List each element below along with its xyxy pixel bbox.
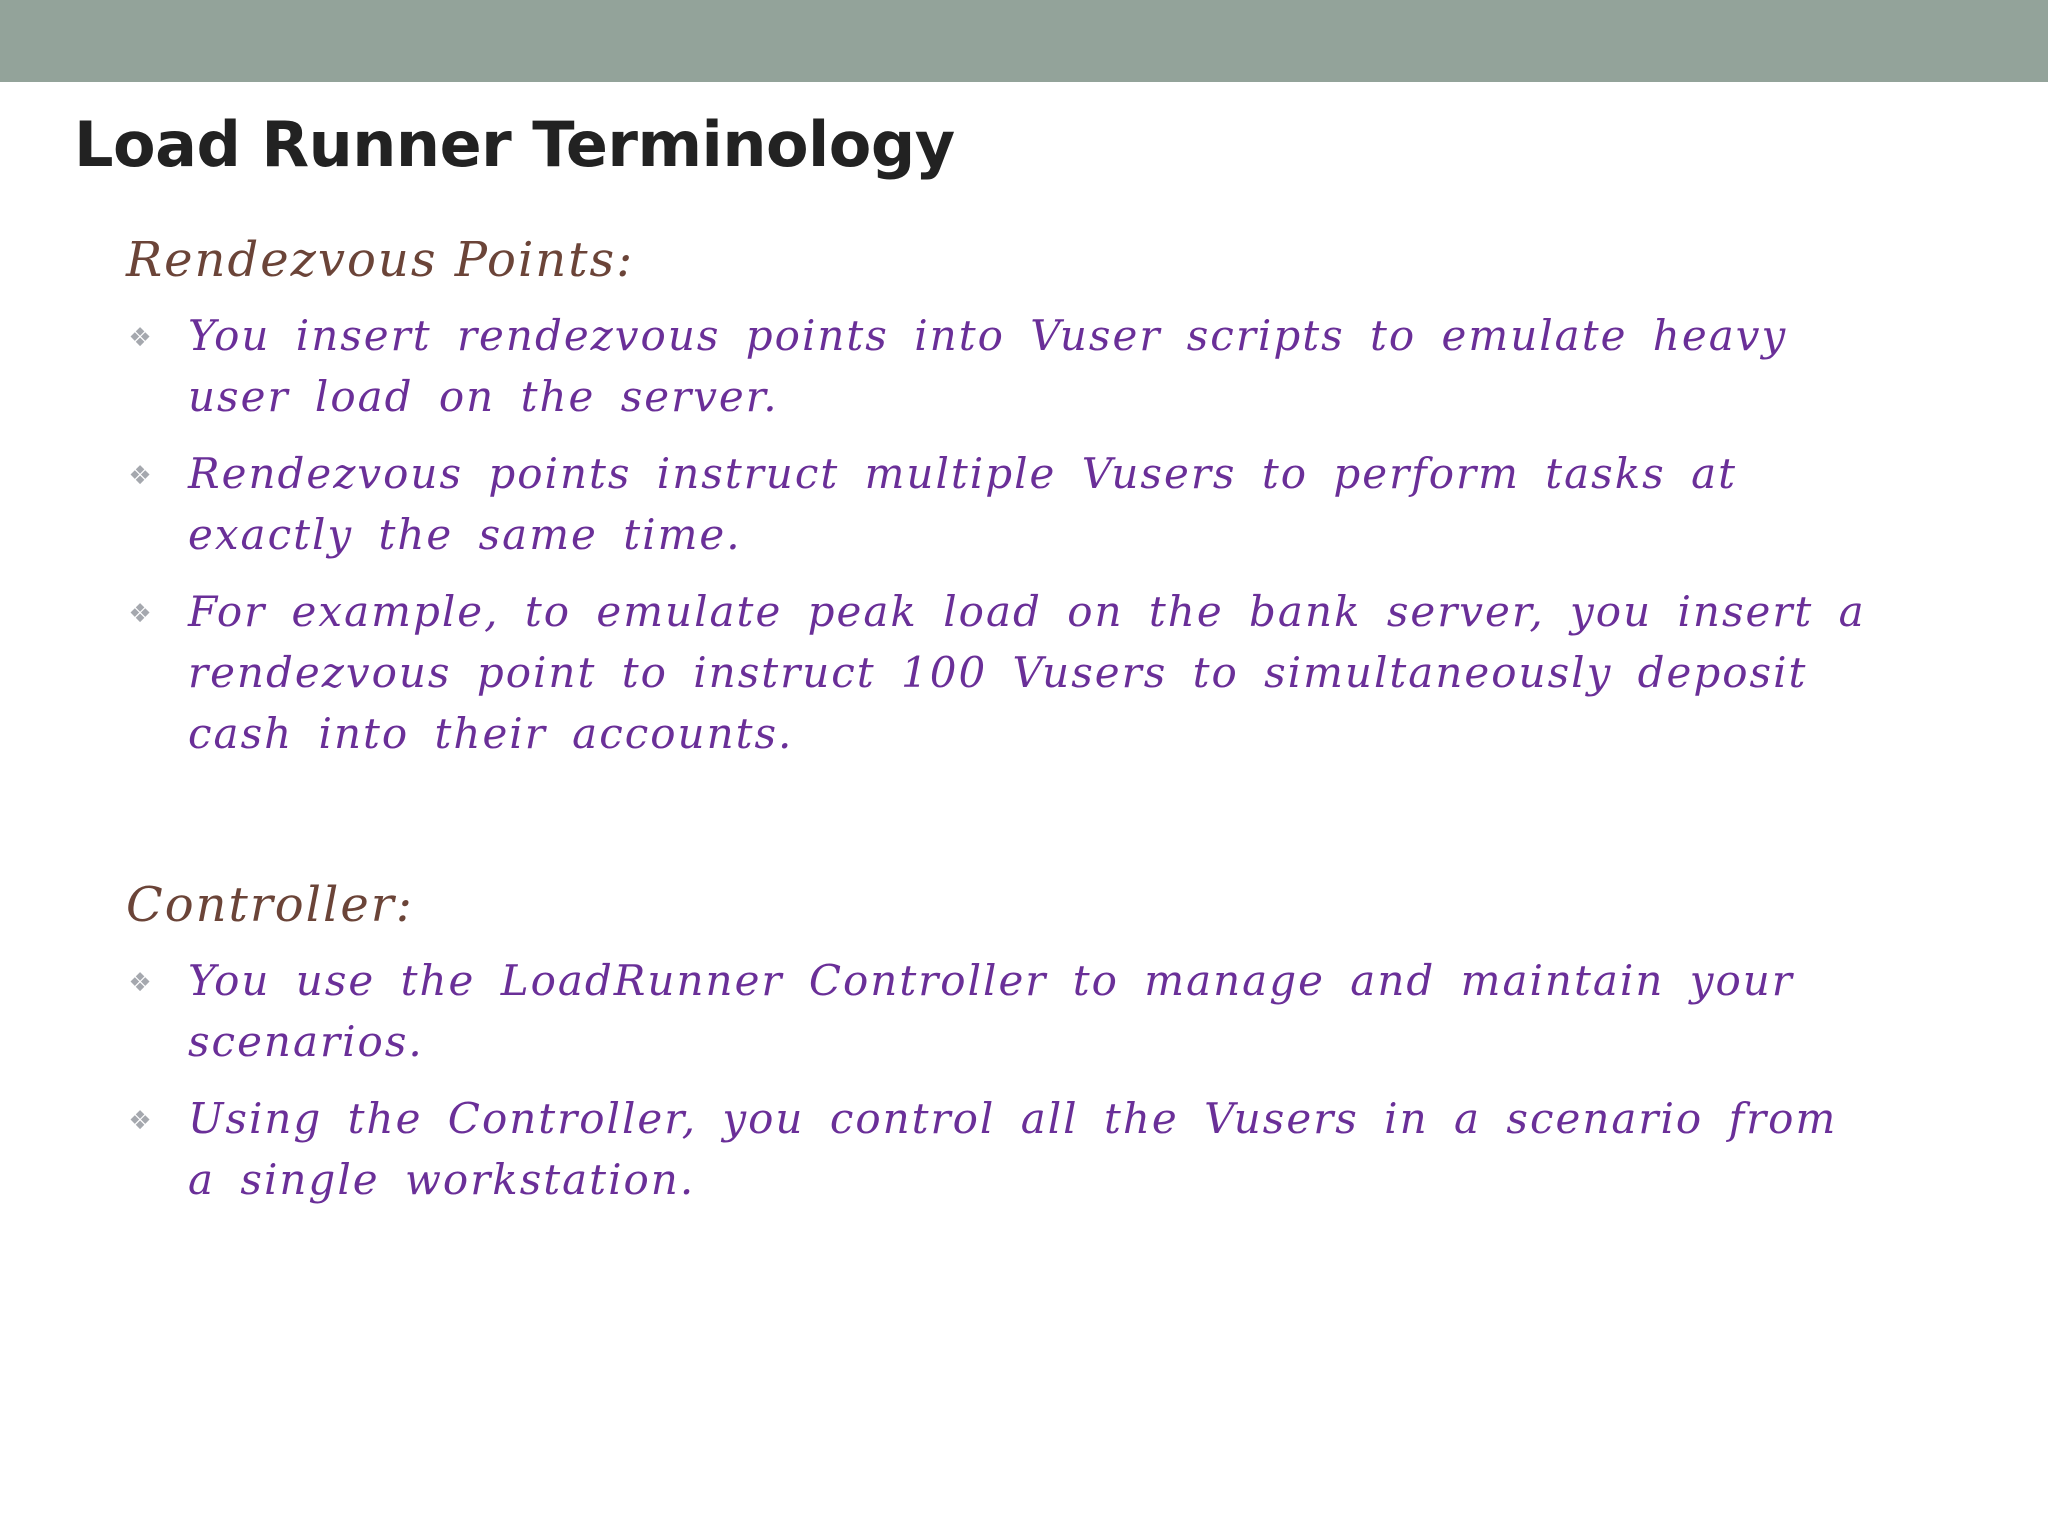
bullet-text: Using the Controller, you control all the Vusers in a scenario from a single workstation. (188, 1094, 1838, 1204)
bullet-item (126, 581, 1886, 764)
bullet-text: Rendezvous points instruct multiple Vusers to perform tasks at exactly the same time. (188, 449, 1737, 559)
rendezvous-points-section (126, 225, 1886, 780)
bullet-list (126, 305, 1886, 764)
slide-title: Load Runner Terminology (74, 108, 955, 181)
bullet-item (126, 950, 1886, 1072)
diamond-bullet-icon: ❖ (128, 323, 154, 353)
bullet-item (126, 1088, 1886, 1210)
bullet-list (126, 950, 1886, 1210)
section-heading: Rendezvous Points: (126, 232, 635, 288)
bullet-text: For example, to emulate peak load on the bank server, you insert a rendezvous point to instruct 100 Vusers to simultaneously deposit cash into their accounts. (188, 587, 1866, 758)
bullet-text: You use the LoadRunner Controller to manage and maintain your scenarios. (188, 956, 1794, 1066)
section-heading: Controller: (126, 877, 414, 933)
diamond-bullet-icon: ❖ (128, 1106, 154, 1136)
bullet-item (126, 305, 1886, 427)
bullet-item (126, 443, 1886, 565)
diamond-bullet-icon: ❖ (128, 461, 154, 491)
bullet-text: You insert rendezvous points into Vuser scripts to emulate heavy user load on the server. (188, 311, 1788, 421)
diamond-bullet-icon: ❖ (128, 968, 154, 998)
header-band (0, 0, 2048, 82)
controller-section (126, 870, 1886, 1226)
diamond-bullet-icon: ❖ (128, 599, 154, 629)
